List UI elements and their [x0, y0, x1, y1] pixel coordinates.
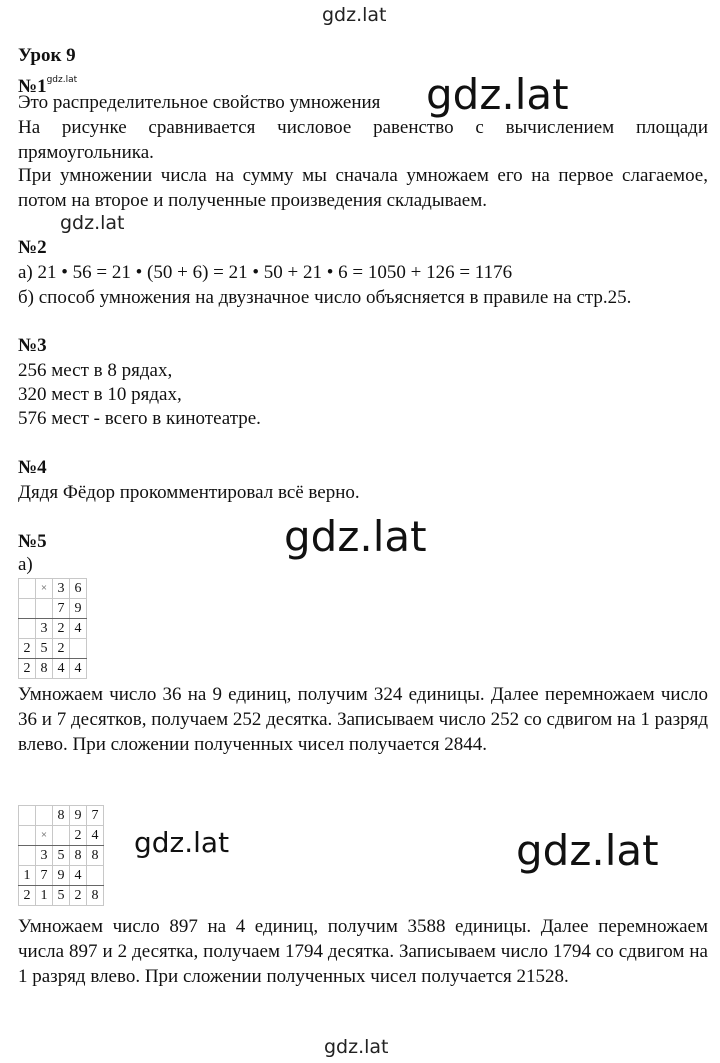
- watermark-big-3: gdz.lat: [516, 826, 659, 875]
- ex4-label: №4: [18, 457, 47, 478]
- grid-cell: [36, 599, 53, 619]
- grid-cell: [53, 826, 70, 846]
- ex5-part-a: а): [18, 554, 33, 575]
- grid-cell: [19, 579, 36, 599]
- grid-cell: [19, 806, 36, 826]
- watermark-mid: gdz.lat: [60, 212, 125, 234]
- grid-cell: 2: [53, 619, 70, 639]
- ex3-label: №3: [18, 335, 47, 356]
- ex2-label: №2: [18, 237, 47, 258]
- grid-cell: ×: [36, 826, 53, 846]
- grid-cell: 7: [53, 599, 70, 619]
- grid-cell: 3: [53, 579, 70, 599]
- grid-cell: [87, 866, 104, 886]
- lesson-title: Урок 9: [18, 45, 76, 66]
- grid-cell: 4: [70, 866, 87, 886]
- ex5-label: №5: [18, 531, 47, 552]
- grid-cell: 7: [87, 806, 104, 826]
- grid-cell: 8: [70, 846, 87, 866]
- ex1-line1: Это распределительное свойство умножения: [18, 92, 381, 113]
- grid-cell: 2: [70, 826, 87, 846]
- watermark-top: gdz.lat: [322, 4, 387, 26]
- multiplication-grid-1: [18, 578, 87, 679]
- multiplication-grid-2: [18, 805, 104, 906]
- grid-cell: 5: [36, 639, 53, 659]
- ex2-line-b: б) способ умножения на двузначное число объясняется в правиле на стр.25.: [18, 287, 632, 308]
- grid-cell: 8: [87, 846, 104, 866]
- grid-cell: 6: [70, 579, 87, 599]
- grid-cell: 9: [53, 866, 70, 886]
- grid-cell: [19, 826, 36, 846]
- grid-cell: 8: [87, 886, 104, 906]
- watermark-medium: gdz.lat: [134, 826, 230, 859]
- watermark-bottom: gdz.lat: [324, 1036, 389, 1058]
- grid-cell: 2: [53, 639, 70, 659]
- grid-cell: 3: [36, 619, 53, 639]
- grid-cell: 3: [36, 846, 53, 866]
- grid-cell: 2: [19, 659, 36, 679]
- ex5-text-1: Умножаем число 36 на 9 единиц, получим 324 единицы. Далее перемножаем число 36 и 7 десятков, получаем 252 десятка. Записываем число 252 со сдвигом на 1 разряд влево. При сложении полученных чисел получается 2844.: [18, 684, 708, 755]
- grid-cell: [36, 806, 53, 826]
- grid-cell: [19, 619, 36, 639]
- grid-cell: 4: [70, 659, 87, 679]
- grid-cell: 4: [70, 619, 87, 639]
- ex2-line-a: а) 21 • 56 = 21 • (50 + 6) = 21 • 50 + 21 • 6 = 1050 + 126 = 1176: [18, 262, 513, 283]
- grid-cell: 8: [36, 659, 53, 679]
- ex3-line: 256 мест в 8 рядах,: [18, 360, 173, 381]
- watermark-big-2: gdz.lat: [284, 512, 427, 561]
- ex1-para3: При умножении числа на сумму мы сначала умножаем его на первое слагаемое, потом на второе и полученные произведения складываем.: [18, 165, 708, 211]
- ex3-line: 320 мест в 10 рядах,: [18, 384, 182, 405]
- grid-cell: 4: [53, 659, 70, 679]
- grid-cell: 1: [19, 866, 36, 886]
- ex4-line: Дядя Фёдор прокомментировал всё верно.: [18, 482, 360, 503]
- grid-cell: 5: [53, 886, 70, 906]
- grid-cell: 7: [36, 866, 53, 886]
- ex1-para2: На рисунке сравнивается числовое равенство с вычислением площади прямоугольника.: [18, 117, 708, 163]
- grid-cell: 2: [19, 639, 36, 659]
- ex1-label: №1: [18, 76, 47, 97]
- grid-cell: [70, 639, 87, 659]
- grid-cell: 9: [70, 599, 87, 619]
- grid-cell: [19, 846, 36, 866]
- ex5-text-2: Умножаем число 897 на 4 единиц, получим 3588 единицы. Далее перемножаем числа 897 и 2 десятка, получаем 1794 десятка. Записываем число 1794 со сдвигом на 1 разряд влево. При сложении полученных чисел получается 21528.: [18, 916, 708, 987]
- watermark-big-1: gdz.lat: [426, 70, 569, 119]
- grid-cell: [19, 599, 36, 619]
- grid-cell: 2: [70, 886, 87, 906]
- grid-cell: 5: [53, 846, 70, 866]
- grid-cell: 2: [19, 886, 36, 906]
- watermark-sup: gdz.lat: [46, 75, 78, 85]
- grid-cell: 1: [36, 886, 53, 906]
- grid-cell: 4: [87, 826, 104, 846]
- grid-cell: 8: [53, 806, 70, 826]
- grid-cell: 9: [70, 806, 87, 826]
- grid-cell: ×: [36, 579, 53, 599]
- ex3-line: 576 мест - всего в кинотеатре.: [18, 408, 261, 429]
